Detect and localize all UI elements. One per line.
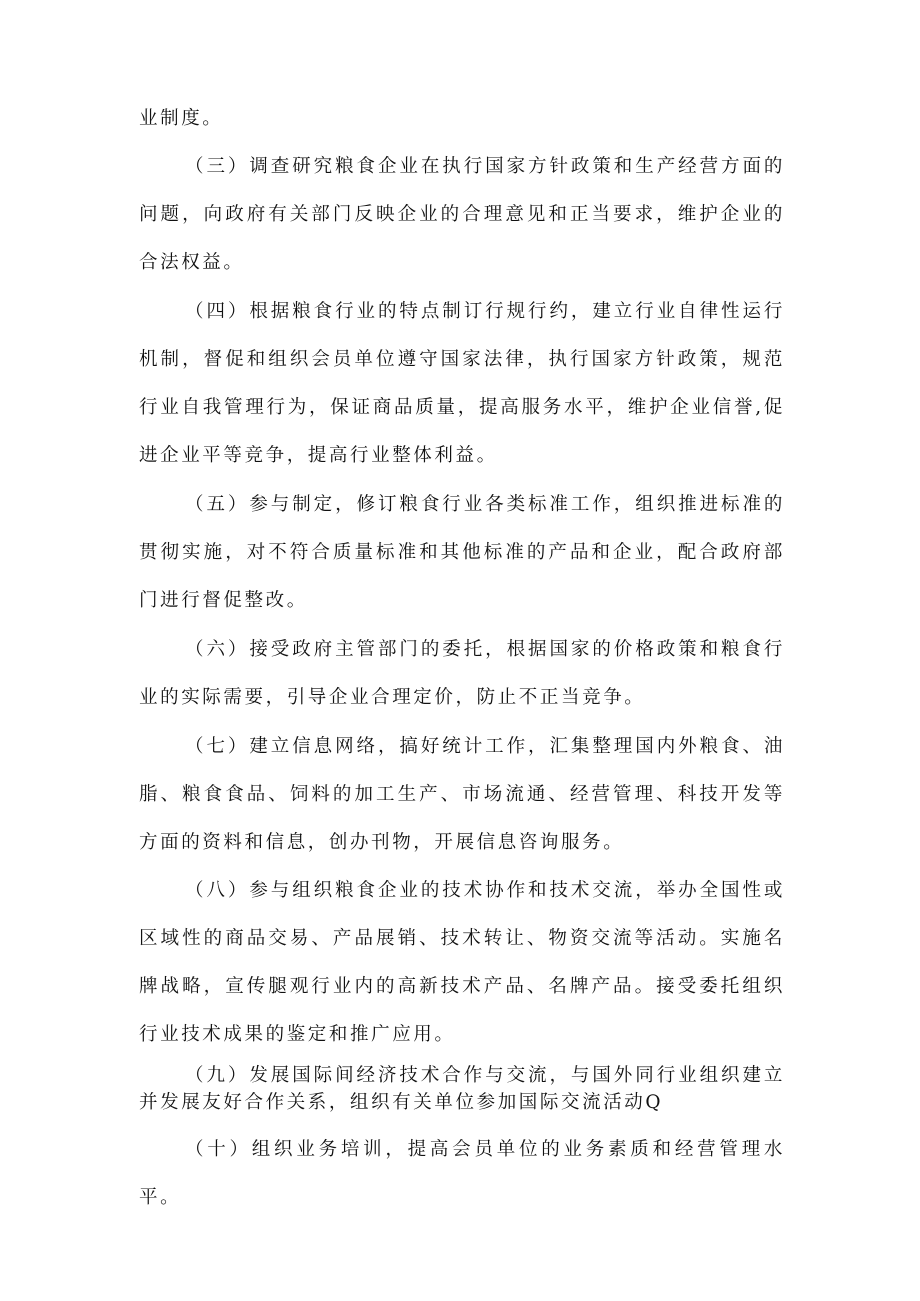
paragraph-item-4: （四）根据粮食行业的特点制订行规行约，建立行业自律性运行机制，督促和组织会员单位遵守国家法律，执行国家方针政策，规范行业自我管理行为，保证商品质量，提高服务水平，维护企业信誉,促进企业平等竞争，提高行业整体利益。 bbox=[139, 301, 785, 466]
paragraph-item-8: （八）参与组织粮食企业的技术协作和技术交流，举办全国性或区域性的商品交易、产品展销、技术转让、物资交流等活动。实施名牌战略，宣传腿观行业内的高新技术产品、名牌产品。接受委托组织行业技术成果的鉴定和推广应用。 bbox=[139, 880, 785, 1045]
paragraph-item-6: （六）接受政府主管部门的委托，根据国家的价格政策和粮食行业的实际需要，引导企业合理定价，防止不正当竞争。 bbox=[139, 639, 785, 708]
paragraph-item-7: （七）建立信息网络，搞好统计工作，汇集整理国内外粮食、油脂、粮食食品、饲料的加工生产、市场流通、经营管理、科技开发等方面的资料和信息，创办刊物，开展信息咨询服务。 bbox=[139, 736, 785, 853]
paragraph-item-10: （十）组织业务培训，提高会员单位的业务素质和经营管理水平。 bbox=[139, 1139, 785, 1208]
paragraph-item-9: （九）发展国际间经济技术合作与交流，与国外同行业组织建立并发展友好合作关系，组织有关单位参加国际交流活动Q bbox=[139, 1065, 785, 1113]
paragraph-item-3: （三）调查研究粮食企业在执行国家方针政策和生产经营方面的问题，向政府有关部门反映企业的合理意见和正当要求，维护企业的合法权益。 bbox=[139, 156, 785, 273]
paragraph-continuation: 业制度。 bbox=[139, 108, 224, 129]
paragraph-item-5: （五）参与制定，修订粮食行业各类标准工作，组织推进标准的贯彻实施，对不符合质量标准和其他标准的产品和企业，配合政府部门进行督促整改。 bbox=[139, 494, 785, 611]
